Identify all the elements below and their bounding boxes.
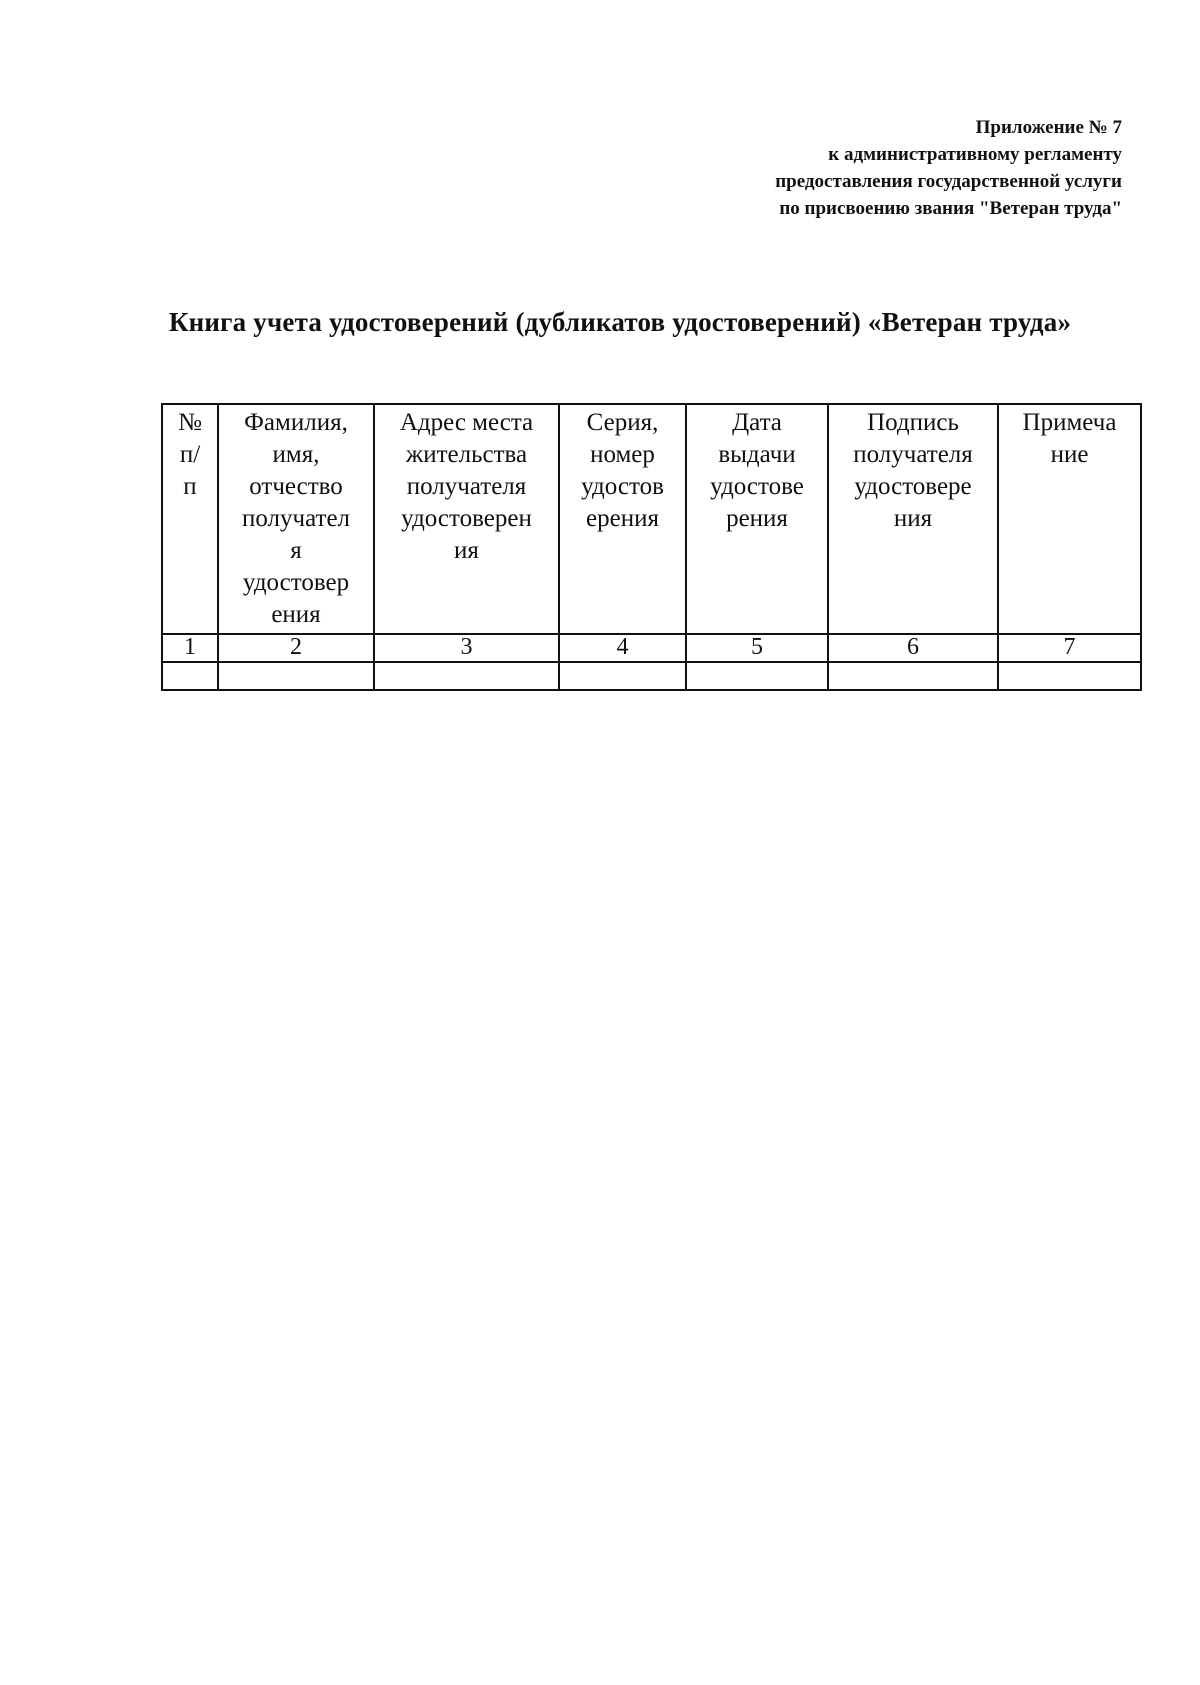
column-number-cell: 7 (998, 634, 1141, 662)
header-cell-full-name: Фамилия, имя, отчество получател я удостовер ения (218, 404, 374, 634)
empty-entry-row (162, 662, 1141, 690)
header-cell-issue-date: Дата выдачи удостове рения (686, 404, 828, 634)
appendix-line: предоставления государственной услуги (775, 171, 1122, 192)
header-cell-address: Адрес места жительства получателя удостоверен ия (374, 404, 559, 634)
empty-cell (559, 662, 686, 690)
empty-cell (686, 662, 828, 690)
empty-cell (162, 662, 218, 690)
document-title: Книга учета удостоверений (дубликатов удостоверений) «Ветеран труда» (168, 307, 1072, 337)
empty-cell (374, 662, 559, 690)
header-cell-series-number: Серия, номер удостов ерения (559, 404, 686, 634)
header-row (162, 404, 1141, 634)
column-number-cell: 5 (686, 634, 828, 662)
empty-cell (998, 662, 1141, 690)
appendix-line: к административному регламенту (828, 144, 1122, 165)
header-cell-signature: Подпись получателя удостовере ния (828, 404, 998, 634)
header-cell-note: Примеча ние (998, 404, 1141, 634)
appendix-note (602, 114, 1122, 222)
empty-cell (828, 662, 998, 690)
column-number-cell: 3 (374, 634, 559, 662)
column-number-cell: 4 (559, 634, 686, 662)
column-number-row (162, 634, 1141, 662)
column-number-cell: 6 (828, 634, 998, 662)
appendix-line: по присвоению звания "Ветеран труда" (779, 198, 1122, 219)
register-table (161, 403, 1142, 691)
appendix-line: Приложение № 7 (975, 117, 1122, 138)
header-cell-number: № п/ п (162, 404, 218, 634)
column-number-cell: 1 (162, 634, 218, 662)
column-number-cell: 2 (218, 634, 374, 662)
empty-cell (218, 662, 374, 690)
